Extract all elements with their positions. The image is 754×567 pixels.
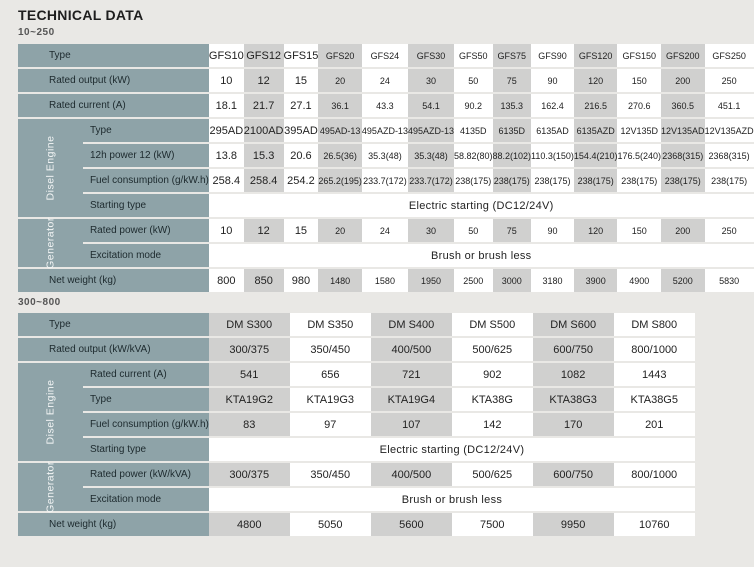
- table-cell: 154.4(210): [574, 144, 618, 167]
- merged-cell: Electric starting (DC12/24V): [209, 438, 695, 461]
- table-cell: 21.7: [244, 94, 284, 117]
- table-cell: 36.1: [318, 94, 362, 117]
- table-cell: 656: [290, 363, 371, 386]
- table-cell: GFS20: [318, 44, 362, 67]
- table-cell: 258.4: [244, 169, 284, 192]
- table-cell: 30: [408, 69, 454, 92]
- table-cell: 35.3(48): [362, 144, 408, 167]
- table-cell: 200: [661, 69, 705, 92]
- table-cell: 75: [493, 69, 532, 92]
- section-range-2: 300~800: [18, 297, 61, 308]
- group-label-text: Disel Engine: [44, 379, 57, 445]
- table-cell: DM S300: [209, 313, 290, 336]
- table-cell: 2368(315): [661, 144, 705, 167]
- group-label-engine: [18, 363, 83, 461]
- table-cell: DM S400: [371, 313, 452, 336]
- row-label: Fuel consumption (g/kW.h): [83, 413, 209, 436]
- table-cell: 4800: [209, 513, 290, 536]
- table-cell: 500/625: [452, 463, 533, 486]
- row-label: Fuel consumption (g/kW.h): [83, 169, 209, 192]
- row-label: Excitation mode: [83, 244, 209, 267]
- table-cell: 90: [531, 219, 574, 242]
- table-cell: 400/500: [371, 338, 452, 361]
- table-row: [18, 388, 695, 411]
- section-range-1: 10~250: [18, 27, 55, 38]
- table-cell: 15: [284, 69, 319, 92]
- table-cell: GFS250: [705, 44, 754, 67]
- row-label: Rated power (kW): [83, 219, 209, 242]
- table-cell: 1950: [408, 269, 454, 292]
- table-row: [18, 194, 754, 217]
- table-cell: 238(175): [454, 169, 493, 192]
- table-cell: 176.5(240): [617, 144, 661, 167]
- table-cell: 600/750: [533, 463, 614, 486]
- row-label: Excitation mode: [83, 488, 209, 511]
- row-label: Rated power (kW/kVA): [83, 463, 209, 486]
- table-row: [18, 119, 754, 142]
- table-cell: 4135D: [454, 119, 493, 142]
- table-row: [18, 338, 695, 361]
- table-cell: 10760: [614, 513, 696, 536]
- merged-cell: Brush or brush less: [209, 244, 754, 267]
- table-cell: 15.3: [244, 144, 284, 167]
- table-cell: 1082: [533, 363, 614, 386]
- table-cell: 3180: [531, 269, 574, 292]
- table-cell: 238(175): [705, 169, 754, 192]
- table-cell: 9950: [533, 513, 614, 536]
- table-cell: 902: [452, 363, 533, 386]
- row-label: Rated output (kW): [18, 69, 209, 92]
- table-cell: GFS120: [574, 44, 618, 67]
- table-cell: 500/625: [452, 338, 533, 361]
- table-cell: GFS10: [209, 44, 244, 67]
- table-cell: 6135D: [493, 119, 532, 142]
- table-cell: 58.82(80): [454, 144, 493, 167]
- table-row: [18, 513, 695, 536]
- table-cell: 400/500: [371, 463, 452, 486]
- row-label: Rated output (kW/kVA): [18, 338, 209, 361]
- table-cell: 295AD: [209, 119, 244, 142]
- table-cell: 238(175): [661, 169, 705, 192]
- merged-cell: Electric starting (DC12/24V): [209, 194, 754, 217]
- table-cell: 12V135AZD: [705, 119, 754, 142]
- table-cell: 395AD: [284, 119, 319, 142]
- table-cell: 35.3(48): [408, 144, 454, 167]
- table-cell: 10: [209, 219, 244, 242]
- table-cell: 350/450: [290, 463, 371, 486]
- table-cell: 495AZD-13: [408, 119, 454, 142]
- table-cell: 2100AD: [244, 119, 284, 142]
- table-cell: 800/1000: [614, 463, 696, 486]
- table-cell: 43.3: [362, 94, 408, 117]
- table-cell: 800: [209, 269, 244, 292]
- group-label-text: Generator: [44, 461, 57, 513]
- table-cell: 150: [617, 69, 661, 92]
- table-cell: 201: [614, 413, 696, 436]
- table-cell: 2500: [454, 269, 493, 292]
- row-label: Type: [83, 119, 209, 142]
- table-cell: KTA38G5: [614, 388, 696, 411]
- table-cell: 250: [705, 69, 754, 92]
- table-cell: GFS12: [244, 44, 284, 67]
- table-row: [18, 313, 695, 336]
- table-cell: KTA19G4: [371, 388, 452, 411]
- table-cell: 495AZD-13: [362, 119, 408, 142]
- table-cell: 3000: [493, 269, 532, 292]
- row-label: Starting type: [83, 194, 209, 217]
- table-cell: 451.1: [705, 94, 754, 117]
- table-cell: 600/750: [533, 338, 614, 361]
- table-row: [18, 413, 695, 436]
- table-cell: 50: [454, 219, 493, 242]
- page-title: TECHNICAL DATA: [18, 7, 144, 23]
- table-cell: 5050: [290, 513, 371, 536]
- table-cell: 238(175): [617, 169, 661, 192]
- table-cell: 18.1: [209, 94, 244, 117]
- table-cell: 238(175): [493, 169, 532, 192]
- table-cell: 107: [371, 413, 452, 436]
- table-row: [18, 44, 754, 67]
- table-cell: 30: [408, 219, 454, 242]
- row-label: Net weight (kg): [18, 269, 209, 292]
- table-cell: DM S350: [290, 313, 371, 336]
- table-cell: GFS50: [454, 44, 493, 67]
- table-cell: 254.2: [284, 169, 319, 192]
- table-cell: 270.6: [617, 94, 661, 117]
- table-cell: 6135AD: [531, 119, 574, 142]
- table-cell: 1580: [362, 269, 408, 292]
- table-cell: 10: [209, 69, 244, 92]
- table-cell: 162.4: [531, 94, 574, 117]
- table-cell: 27.1: [284, 94, 319, 117]
- table-cell: 24: [362, 69, 408, 92]
- row-label: Starting type: [83, 438, 209, 461]
- spec-table-300-800: [18, 311, 695, 538]
- table-cell: 12: [244, 69, 284, 92]
- table-cell: 258.4: [209, 169, 244, 192]
- group-label-generator: [18, 463, 83, 511]
- table-row: [18, 363, 695, 386]
- group-label-generator: [18, 219, 83, 267]
- table-cell: 360.5: [661, 94, 705, 117]
- table-row: [18, 144, 754, 167]
- table-row: [18, 69, 754, 92]
- table-cell: 980: [284, 269, 319, 292]
- table-cell: 1443: [614, 363, 696, 386]
- table-cell: 24: [362, 219, 408, 242]
- table-cell: 800/1000: [614, 338, 696, 361]
- table-cell: 120: [574, 219, 618, 242]
- table-cell: 233.7(172): [408, 169, 454, 192]
- table-cell: 5830: [705, 269, 754, 292]
- table-cell: 4900: [617, 269, 661, 292]
- table-cell: 15: [284, 219, 319, 242]
- table-cell: 142: [452, 413, 533, 436]
- table-row: [18, 463, 695, 486]
- table-row: [18, 244, 754, 267]
- table-cell: 5200: [661, 269, 705, 292]
- table-cell: GFS15: [284, 44, 319, 67]
- table-row: [18, 438, 695, 461]
- table-cell: 135.3: [493, 94, 532, 117]
- table-row: [18, 269, 754, 292]
- table-cell: 12: [244, 219, 284, 242]
- table-row: [18, 219, 754, 242]
- row-label: 12h power 12 (kW): [83, 144, 209, 167]
- table-row: [18, 94, 754, 117]
- table-cell: 7500: [452, 513, 533, 536]
- table-cell: 5600: [371, 513, 452, 536]
- table-cell: GFS150: [617, 44, 661, 67]
- table-cell: 6135AZD: [574, 119, 618, 142]
- table-cell: 238(175): [574, 169, 618, 192]
- table-cell: 90: [531, 69, 574, 92]
- table-cell: 12V135AD: [661, 119, 705, 142]
- table-cell: 20: [318, 219, 362, 242]
- table-cell: GFS200: [661, 44, 705, 67]
- table-cell: DM S800: [614, 313, 696, 336]
- table-cell: 238(175): [531, 169, 574, 192]
- table-cell: 13.8: [209, 144, 244, 167]
- spec-table-10-250: [18, 42, 754, 294]
- table-cell: GFS30: [408, 44, 454, 67]
- group-label-text: Generator: [44, 217, 57, 269]
- row-label: Type: [18, 313, 209, 336]
- table-cell: 12V135D: [617, 119, 661, 142]
- table-cell: 3900: [574, 269, 618, 292]
- table-cell: DM S500: [452, 313, 533, 336]
- group-label-engine: [18, 119, 83, 217]
- table-cell: KTA19G3: [290, 388, 371, 411]
- row-label: Type: [83, 388, 209, 411]
- table-cell: 300/375: [209, 338, 290, 361]
- row-label: Rated current (A): [83, 363, 209, 386]
- table-cell: 350/450: [290, 338, 371, 361]
- table-cell: 54.1: [408, 94, 454, 117]
- table-cell: KTA38G: [452, 388, 533, 411]
- table-cell: KTA19G2: [209, 388, 290, 411]
- table-cell: 120: [574, 69, 618, 92]
- table-cell: 90.2: [454, 94, 493, 117]
- table-cell: 20.6: [284, 144, 319, 167]
- table-cell: 200: [661, 219, 705, 242]
- table-cell: 2368(315): [705, 144, 754, 167]
- row-label: Type: [18, 44, 209, 67]
- table-cell: 721: [371, 363, 452, 386]
- table-cell: KTA38G3: [533, 388, 614, 411]
- row-label: Net weight (kg): [18, 513, 209, 536]
- table-row: [18, 169, 754, 192]
- table-cell: GFS75: [493, 44, 532, 67]
- table-cell: 300/375: [209, 463, 290, 486]
- table-cell: 216.5: [574, 94, 618, 117]
- table-cell: 50: [454, 69, 493, 92]
- table-cell: GFS24: [362, 44, 408, 67]
- table-cell: 150: [617, 219, 661, 242]
- table-cell: 1480: [318, 269, 362, 292]
- table-row: [18, 488, 695, 511]
- table-cell: 170: [533, 413, 614, 436]
- table-cell: 75: [493, 219, 532, 242]
- table-cell: 110.3(150): [531, 144, 574, 167]
- table-cell: 88.2(102): [493, 144, 532, 167]
- table-cell: 20: [318, 69, 362, 92]
- table-cell: 495AD-13: [318, 119, 362, 142]
- table-cell: 541: [209, 363, 290, 386]
- table-cell: 97: [290, 413, 371, 436]
- table-cell: 26.5(36): [318, 144, 362, 167]
- table-cell: 850: [244, 269, 284, 292]
- group-label-text: Disel Engine: [44, 135, 57, 201]
- table-cell: DM S600: [533, 313, 614, 336]
- row-label: Rated current (A): [18, 94, 209, 117]
- table-cell: 265.2(195): [318, 169, 362, 192]
- table-cell: 250: [705, 219, 754, 242]
- merged-cell: Brush or brush less: [209, 488, 695, 511]
- table-cell: 233.7(172): [362, 169, 408, 192]
- table-cell: GFS90: [531, 44, 574, 67]
- table-cell: 83: [209, 413, 290, 436]
